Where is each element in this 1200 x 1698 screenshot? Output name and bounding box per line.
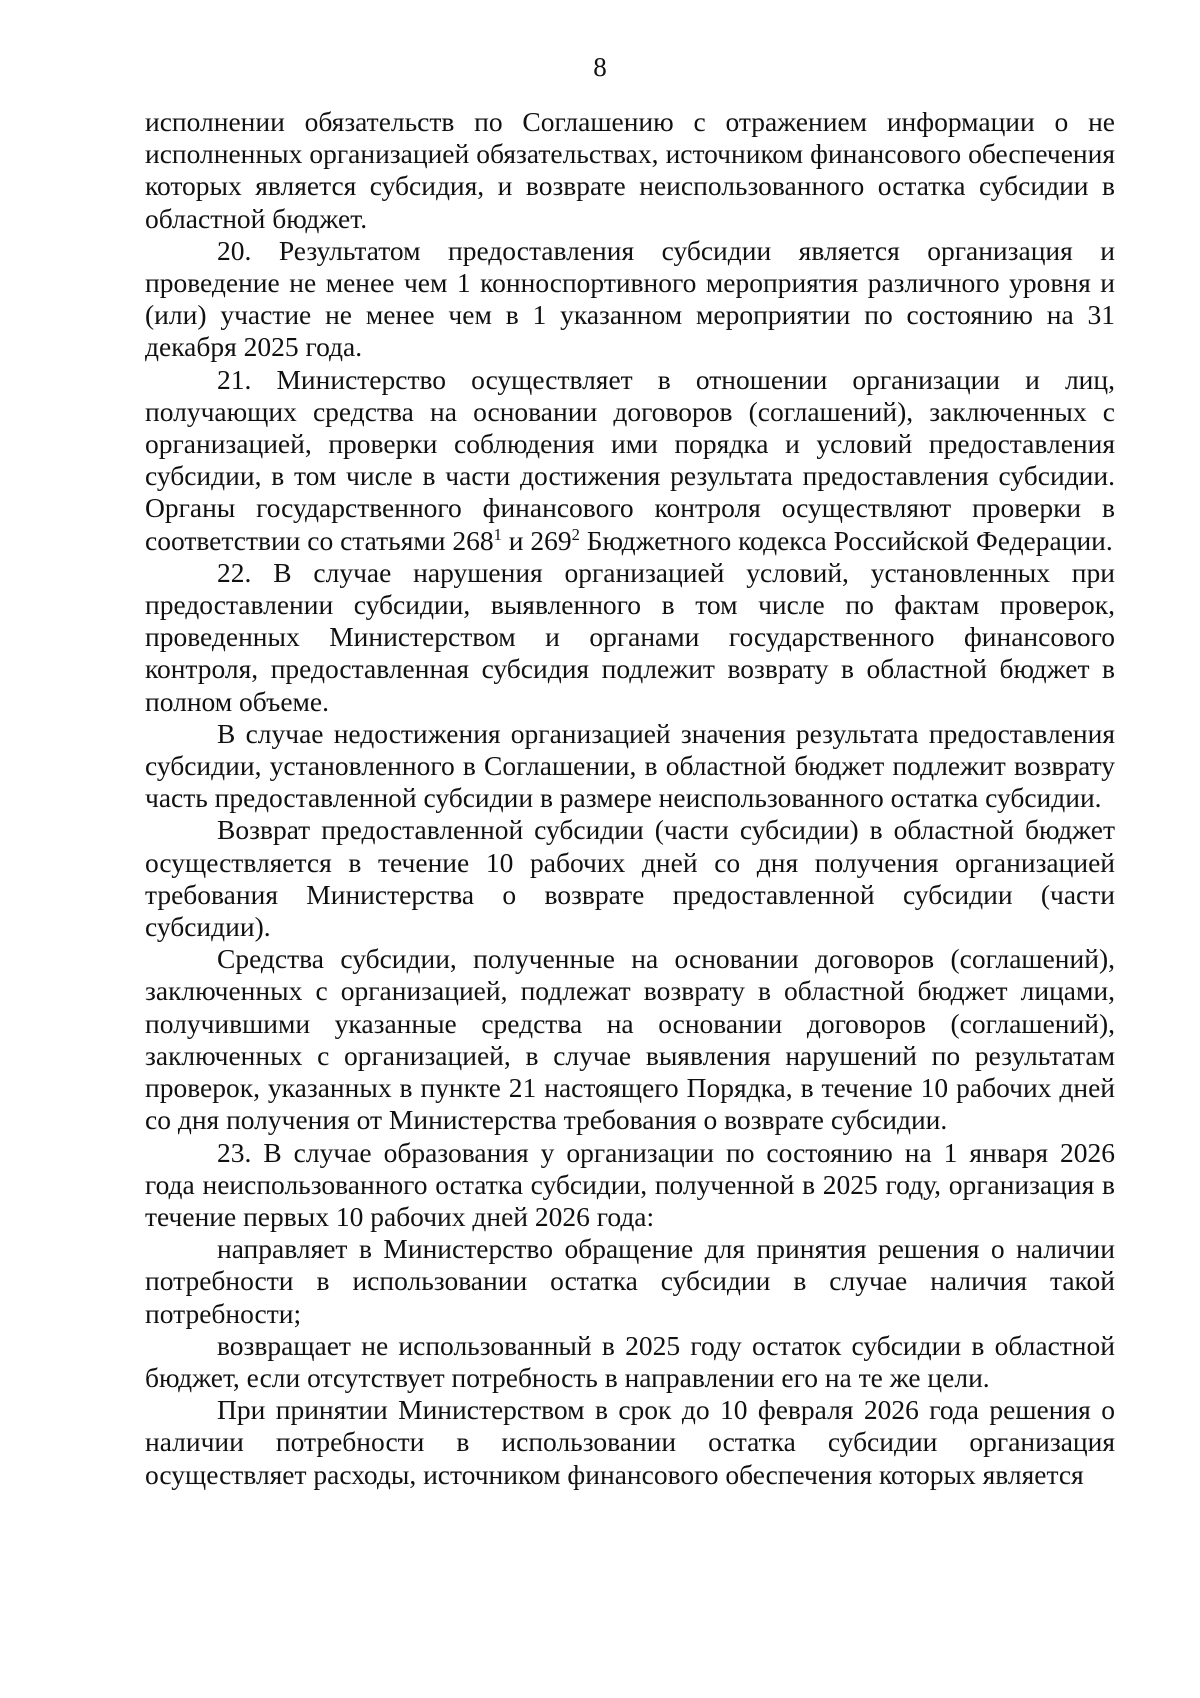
paragraph: При принятии Министерством в срок до 10 февраля 2026 года решения о наличии потребности в использовании остатка субсидии организация осуществляет расходы, источником финансового обеспечения которых является: [145, 1394, 1115, 1490]
paragraph-continuation: исполнении обязательств по Соглашению с отражением информации о не исполненных организацией обязательствах, источником финансового обеспечения которых является субсидия, и возврате неиспользованного остатка субсидии в областной бюджет.: [145, 106, 1115, 234]
page-number: 8: [593, 52, 607, 82]
paragraph-item-20: 20. Результатом предоставления субсидии является организация и проведение не менее чем 1 конноспортивного мероприятия различного уровня и (или) участие не менее чем в 1 указанном мероприятии по состоянию на 31 декабря 2025 года.: [145, 234, 1115, 363]
document-body: [145, 106, 1115, 1491]
paragraph-item-21-text: и 269: [501, 524, 572, 556]
paragraph-item-22: 22. В случае нарушения организацией условий, установленных при предоставлении субсидии, выявленного в том числе по фактам проверок, проведенных Министерством и органами государственного финансового контроля, предоставленная субсидия подлежит возврату в областной бюджет в полном объеме.: [145, 556, 1115, 717]
paragraph: возвращает не использованный в 2025 году остаток субсидии в областной бюджет, если отсутствует потребность в направлении его на те же цели.: [145, 1329, 1115, 1393]
paragraph: Средства субсидии, полученные на основании договоров (соглашений), заключенных с организацией, подлежат возврату в областной бюджет лицами, получившими указанные средства на основании договоров (соглашений), заключенных с организацией, в случае выявления нарушений по результатам проверок, указанных в пункте 21 настоящего Порядка, в течение 10 рабочих дней со дня получения от Министерства требования о возврате субсидии.: [145, 943, 1115, 1136]
paragraph-item-21: [145, 364, 1115, 557]
paragraph-item-23: 23. В случае образования у организации по состоянию на 1 января 2026 года неиспользованного остатка субсидии, полученной в 2025 году, организация в течение первых 10 рабочих дней 2026 года:: [145, 1136, 1115, 1232]
footnote-superscript: 2: [571, 524, 580, 544]
footnote-superscript: 1: [493, 524, 502, 544]
paragraph: В случае недостижения организацией значения результата предоставления субсидии, установленного в Соглашении, в областной бюджет подлежит возврату часть предоставленной субсидии в размере неиспользованного остатка субсидии.: [145, 717, 1115, 814]
paragraph: направляет в Министерство обращение для принятия решения о наличии потребности в использовании остатка субсидии в случае наличия такой потребности;: [145, 1233, 1115, 1329]
paragraph: Возврат предоставленной субсидии (части субсидии) в областной бюджет осуществляется в течение 10 рабочих дней со дня получения организацией требования Министерства о возврате предоставленной субсидии (части субсидии).: [145, 814, 1115, 943]
paragraph-item-21-text: Бюджетного кодекса Российской Федерации.: [579, 524, 1113, 556]
paragraph-item-21-text: 21. Министерство осуществляет в отношении организации и лиц, получающих средства на основании договоров (соглашений), заключенных с организацией, проверки соблюдения ими порядка и условий предоставления субсидии, в том числе в части достижения результата предоставления субсидии. Органы государственного финансового контроля осуществляют проверки в соответствии со статьями 268: [145, 363, 1115, 556]
